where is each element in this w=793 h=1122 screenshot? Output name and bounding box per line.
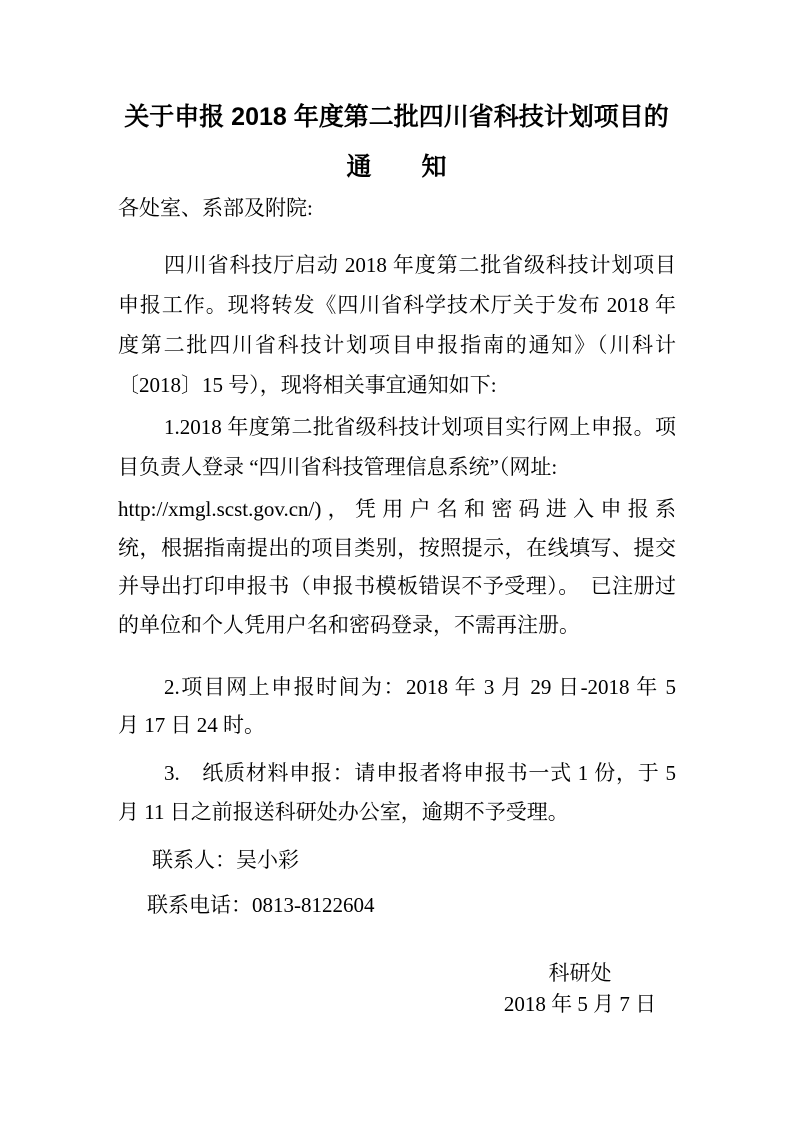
item-2-paragraph (118, 668, 676, 744)
item-1-paragraph-b (118, 490, 676, 644)
contact-person (118, 840, 676, 880)
salutation-line: 各处室、系部及附院: (118, 196, 313, 220)
salutation (118, 188, 676, 228)
item-1-line-4: 统，根据指南提出的项目类别，按照提示，在线填写、提交 (118, 535, 676, 560)
document-title (0, 92, 793, 192)
item-2-line-2: 月 17 日 24 时。 (118, 713, 265, 737)
item-3-line-1: 3. 纸质材料申报：请申报者将申报书一式 1 份，于 5 (164, 761, 676, 785)
item-1-paragraph-a (118, 407, 676, 487)
signature-department: 科研处 (548, 961, 612, 985)
item-3-line-2: 月 11 日之前报送科研处办公室，逾期不予受理。 (118, 800, 569, 824)
item-2-line-1: 2.项目网上申报时间为：2018 年 3 月 29 日-2018 年 5 (164, 675, 676, 699)
intro-paragraph-line-4: 〔2018〕15 号），现将相关事宜通知如下: (118, 373, 497, 397)
contact-person-line: 联系人：吴小彩 (152, 848, 299, 872)
intro-paragraph-line-1: 四川省科技厅启动 2018 年度第二批省级科技计划项目 (164, 253, 676, 277)
intro-paragraph (118, 245, 676, 405)
item-3-paragraph (118, 754, 676, 832)
item-1-line-5: 并导出打印申报书（申报书模板错误不予受理）。 已注册过 (118, 574, 676, 598)
document-title-line-1: 关于申报 2018 年度第二批四川省科技计划项目的 (124, 103, 669, 131)
signature-block (460, 958, 700, 1020)
contact-phone (118, 885, 676, 925)
intro-paragraph-line-3: 度第二批四川省科技计划项目申报指南的通知》（川科计 (118, 333, 676, 357)
document-title-line-2: 通 知 (346, 153, 447, 181)
item-1-line-1: 1.2018 年度第二批省级科技计划项目实行网上申报。项 (164, 415, 676, 439)
contact-phone-line: 联系电话：0813-8122604 (147, 893, 375, 917)
item-1-line-2: 目负责人登录 “四川省科技管理信息系统”（网址: (118, 455, 558, 479)
signature-date: 2018 年 5 月 7 日 (503, 992, 657, 1016)
intro-paragraph-line-2: 申报工作。现将转发《四川省科学技术厅关于发布 2018 年 (118, 293, 676, 317)
item-1-line-6: 的单位和个人凭用户名和密码登录，不需再注册。 (118, 612, 580, 637)
item-1-line-3-url: http://xmgl.scst.gov.cn/)，凭用户名和密码进入申报系 (118, 497, 676, 521)
